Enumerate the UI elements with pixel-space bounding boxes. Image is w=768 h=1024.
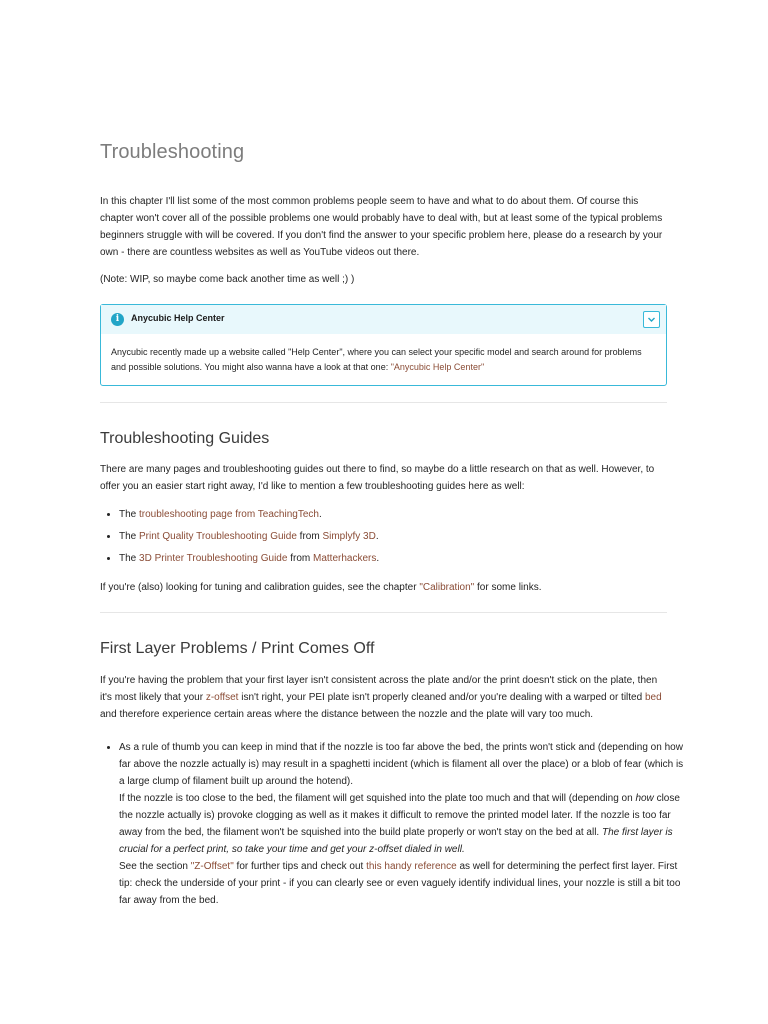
first-layer-list [100, 739, 686, 909]
intro-paragraph: In this chapter I'll list some of the most common problems people seem to have and what to do about them. Of course this chapter won't cover all of the possible problems one would probably have to deal with, but at least some of the typical problems beginners struggle with will be covered. If you don't find the answer to your specific problem here, please do a research by your own - there are countless websites as well as YouTube videos out there. [100, 196, 663, 258]
guides-intro: There are many pages and troubleshooting guides out there to find, so maybe do a little research on that as well. However, to offer you an easier start right away, I'd like to mention a few troubleshooting guides here as well: [100, 464, 655, 492]
anycubic-help-center-link[interactable]: "Anycubic Help Center" [390, 362, 485, 372]
divider [100, 402, 667, 403]
calibration-note: If you're (also) looking for tuning and calibration guides, see the chapter "Calibration" for some links. [100, 582, 542, 593]
printer-troubleshooting-guide-link[interactable]: 3D Printer Troubleshooting Guide [139, 553, 288, 564]
list-item: • The 3D Printer Troubleshooting Guide from Matterhackers. [119, 548, 686, 570]
calibration-link[interactable]: "Calibration" [419, 582, 475, 593]
list-item: • The troubleshooting page from TeachingTech. [119, 504, 686, 526]
hint-box [100, 304, 667, 386]
hint-body: Anycubic recently made up a website called "Help Center", where you can select your specific model and search around for problems and possible solutions. You might also wanna have a look at that one: "Anycubic Help Center" [111, 347, 642, 372]
section-heading-guides: Troubleshooting Guides [100, 430, 270, 447]
list-item: • As a rule of thumb you can keep in mind that if the nozzle is too far above the bed, the prints won't stick and (depending on how far above the nozzle actually is) may result in a spaghetti incident (which is filament all over the place) or a blob of fear (which is a large clump of filament built up around the hotend). If the nozzle is too close to the bed, the filament will get squished into the plate too much and that will (depending on how close the nozzle actually is) provoke clogging as well as it makes it difficult to remove the printed model later. If the nozzle is too far away from the bed, the filament won't be squished into the build plate properly or won't stay on the bed at all. The first layer is crucial for a perfect print, so take your time and get your z-offset dialed in well. See the section "Z-Offset" for further tips and check out this handy reference as well for determining the perfect first layer. First tip: check the underside of your print - if you can clearly see or even vaguely identify individual lines, your nozzle is still a bit too far away from the bed. [119, 739, 686, 909]
guides-list [100, 504, 686, 570]
z-offset-section-link[interactable]: "Z-Offset" [190, 861, 234, 872]
chevron-down-icon[interactable] [643, 311, 660, 328]
z-offset-link[interactable]: z-offset [205, 692, 239, 703]
hint-header[interactable] [101, 305, 666, 334]
wip-note: (Note: WIP, so maybe come back another time as well ;) ) [100, 274, 355, 285]
handy-reference-link[interactable]: this handy reference [366, 861, 457, 872]
section-heading-first-layer: First Layer Problems / Print Comes Off [100, 640, 375, 657]
bed-link[interactable]: bed [644, 692, 662, 703]
info-icon: i [111, 313, 124, 326]
matterhackers-link[interactable]: Matterhackers [313, 553, 377, 564]
simplify3d-link[interactable]: Simplyfy 3D [322, 531, 376, 542]
page-title: Troubleshooting [100, 141, 245, 163]
divider [100, 612, 667, 613]
hint-title: Anycubic Help Center [131, 313, 225, 323]
print-quality-guide-link[interactable]: Print Quality Troubleshooting Guide [139, 531, 297, 542]
first-layer-paragraph: If you're having the problem that your first layer isn't consistent across the plate and/or the print doesn't stick on the plate, then it's most likely that your z-offset isn't right, your PEI plate isn't properly cleaned and/or you're dealing with a warped or tilted bed and therefore experience certain areas where the distance between the nozzle and the plate will vary too much. [100, 675, 662, 720]
list-item: • The Print Quality Troubleshooting Guide from Simplyfy 3D. [119, 526, 686, 548]
teachingtech-link[interactable]: troubleshooting page from TeachingTech [139, 509, 319, 520]
